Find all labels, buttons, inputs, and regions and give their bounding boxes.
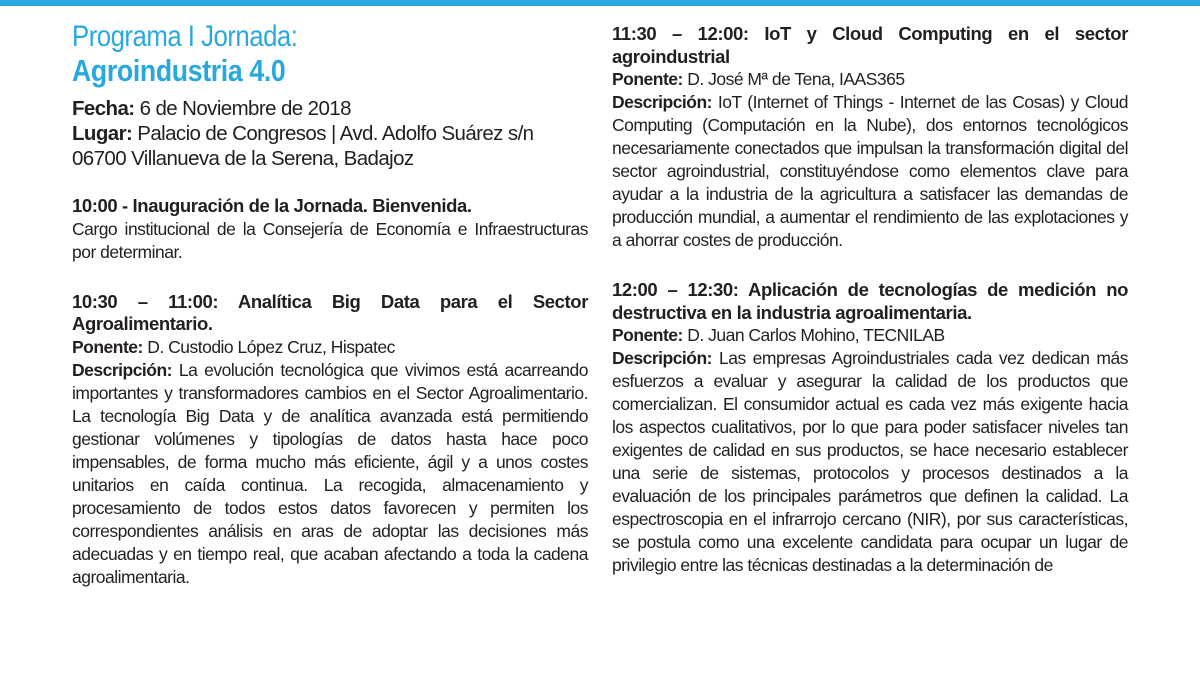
ponente-line xyxy=(612,68,1128,91)
ponente-label: Ponente: xyxy=(612,325,683,345)
descripcion-value: Las empresas Agroindustriales cada vez dedican más esfuerzos a evaluar y asegurar la calidad de los productos que comercializan. El consumidor actual es cada vez más exigente hacia los aspectos cualitativos, por lo que para poder satisfacer niveles tan exigentes de calidad en sus productos, se hace necesario establecer una serie de sistemas, protocolos y procesos destinados a la evaluación de los principales parámetros que definen la calidad. La espectroscopia en el infrarrojo cercano (NIR), por sus características, se postula como una excelente candidata para ocupar un lugar de privilegio entre las técnicas destinadas a la determinación de xyxy=(612,348,1128,575)
descripcion-value: La evolución tecnológica que vivimos está acarreando importantes y transformadores cambios en el Sector Agroalimentario. La tecnología Big Data y de analítica avanzada está permitiendo gestionar volúmenes y tipologías de datos hasta hace poco impensables, de forma mucho más eficiente, ágil y a unos costes unitarios en caída continua. La recogida, almacenamiento y procesamiento de todos estos datos favorecen y permiten los correspondientes análisis en aras de adoptar las decisiones más adecuadas y en tiempo real, que acaban afectando a toda la cadena agroalimentaria. xyxy=(72,359,588,587)
program-title xyxy=(72,20,588,88)
descripcion-label: Descripción: xyxy=(612,348,712,368)
ponente-line xyxy=(612,324,1128,347)
title-line-1: Programa I Jornada: xyxy=(72,20,298,53)
session-title: 11:30 – 12:00: IoT y Cloud Computing en el sector agroindustrial xyxy=(612,23,1128,67)
descripcion-value: IoT (Internet of Things - Internet de las Cosas) y Cloud Computing (Computación en la Nube), dos entornos tecnológicos necesariamente conectados que impulsan la transformación digital del sector agroindustrial, constituyéndose como elementos clave para ayudar a la industria de la agricultura a satisfacer las demandas de producción mundial, a aumentar el rendimiento de las explotaciones y a ahorrar costes de producción. xyxy=(612,92,1128,250)
ponente-value: D. Juan Carlos Mohino, TECNILAB xyxy=(682,325,945,345)
session-4 xyxy=(612,279,1128,577)
descripcion xyxy=(72,359,588,589)
ponente-value: D. José Mª de Tena, IAAS365 xyxy=(682,69,905,89)
left-column xyxy=(72,0,588,589)
session-title: 10:00 - Inauguración de la Jornada. Bienvenida. xyxy=(72,195,472,216)
session-title: 12:00 – 12:30: Aplicación de tecnologías de medición no destructiva en la industria agroalimentaria. xyxy=(612,279,1128,323)
ponente-label: Ponente: xyxy=(612,69,683,89)
lugar-label: Lugar: xyxy=(72,122,133,145)
session-body: Cargo institucional de la Consejería de Economía e Infraestructuras por determinar. xyxy=(72,218,588,262)
right-column xyxy=(612,0,1128,577)
session-3 xyxy=(612,23,1128,252)
event-meta xyxy=(72,96,588,171)
session-title: 10:30 – 11:00: Analítica Big Data para el Sector Agroalimentario. xyxy=(72,290,588,334)
fecha-line xyxy=(72,96,588,121)
ponente-value: D. Custodio López Cruz, Hispatec xyxy=(142,336,395,357)
session-2 xyxy=(72,291,588,589)
fecha-value: 6 de Noviembre de 2018 xyxy=(134,97,351,120)
fecha-label: Fecha: xyxy=(72,97,135,120)
lugar-value: Palacio de Congresos | Avd. Adolfo Suárez s/n 06700 Villanueva de la Serena, Badajoz xyxy=(72,122,534,170)
lugar-line xyxy=(72,121,588,171)
descripcion xyxy=(612,347,1128,577)
session-1 xyxy=(72,195,588,264)
descripcion xyxy=(612,91,1128,252)
title-line-2: Agroindustria 4.0 xyxy=(72,53,286,88)
ponente-label: Ponente: xyxy=(72,336,143,357)
descripcion-label: Descripción: xyxy=(612,92,712,112)
descripcion-label: Descripción: xyxy=(72,359,172,380)
ponente-line xyxy=(72,336,588,359)
